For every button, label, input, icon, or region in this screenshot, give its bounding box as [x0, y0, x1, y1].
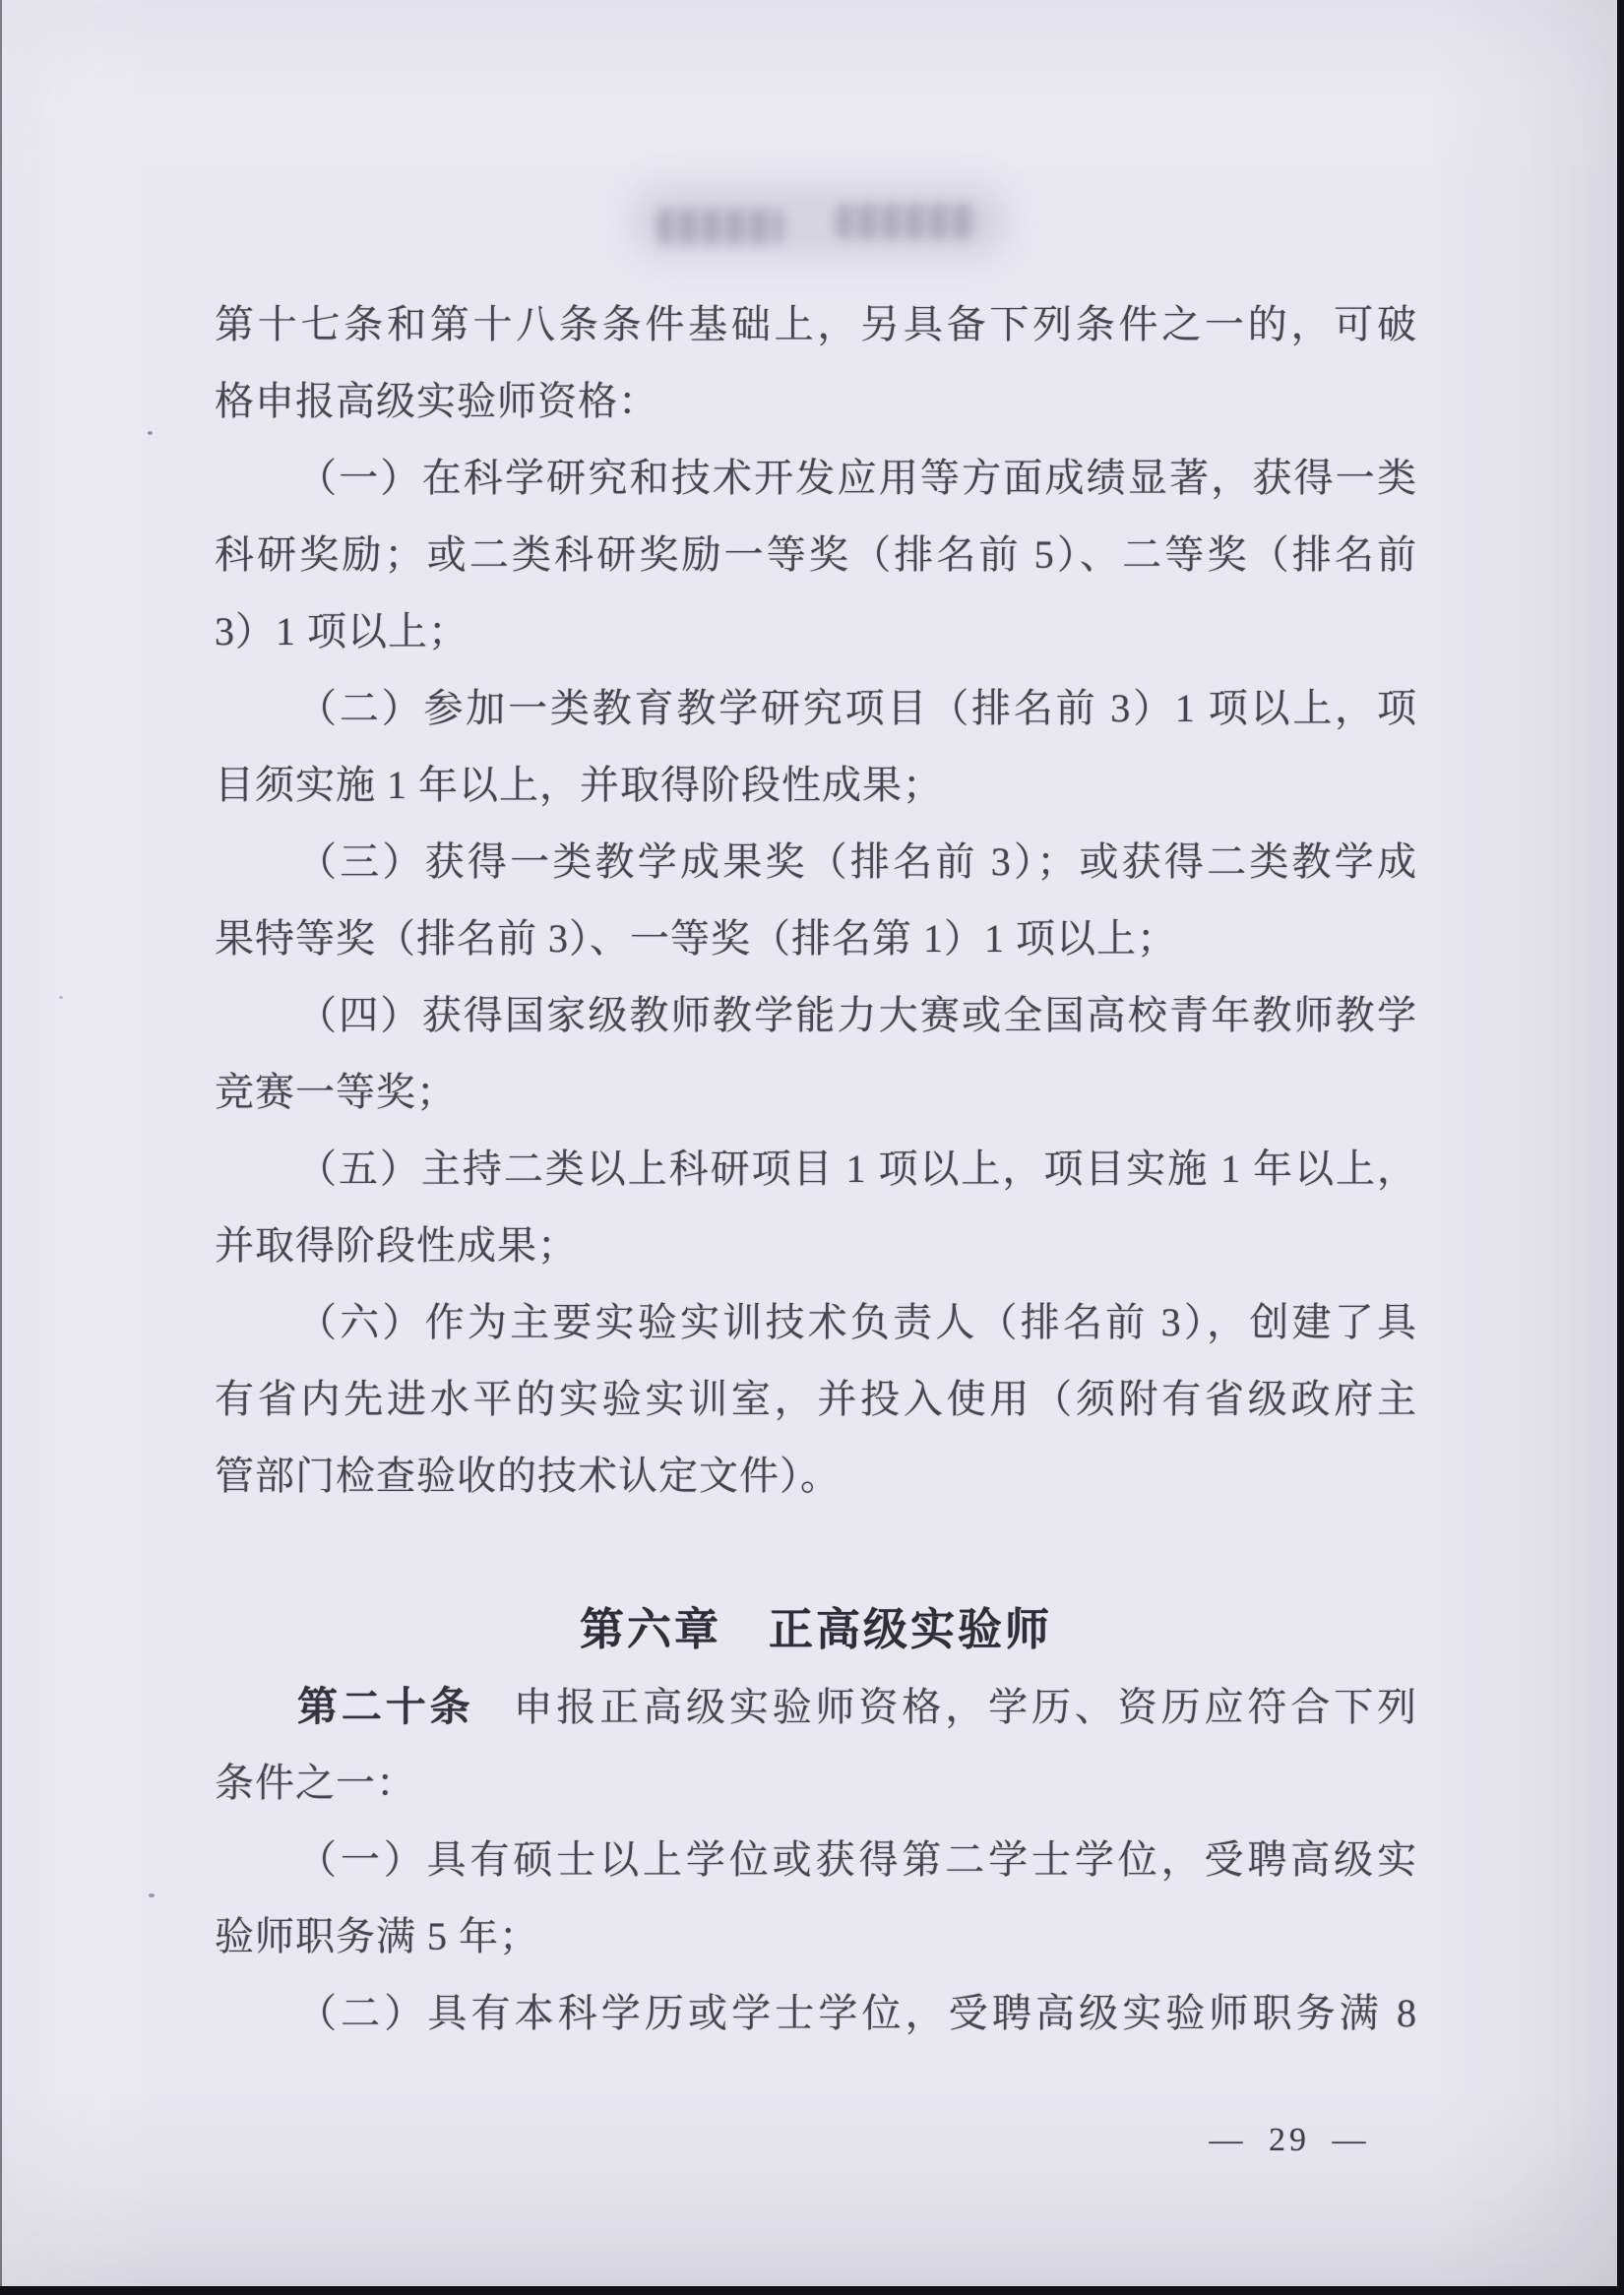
text-line: 格申报高级实验师资格：: [215, 379, 658, 423]
text-line: 果特等奖（排名前 3）、一等奖（排名第 1）1 项以上；: [215, 916, 1177, 961]
text-line: [215, 1668, 1417, 1745]
text-line: （二）参加一类教育教学研究项目（排名前 3）1 项以上，项: [297, 686, 1417, 730]
text-line: （三）获得一类教学成果奖（排名前 3）；或获得二类教学成: [297, 839, 1417, 884]
scan-edge-right: [1617, 0, 1624, 2295]
text-line: 有省内先进水平的实验实训室，并投入使用（须附有省级政府主: [215, 1377, 1417, 1421]
chapter-heading: 第六章 正高级实验师: [579, 1604, 1052, 1654]
article-number-label: 第二十条: [297, 1684, 474, 1729]
blank-line: [215, 1515, 1417, 1591]
page-number: — 29 —: [1209, 2122, 1370, 2158]
scan-edge-left: [0, 0, 2, 2295]
text-line: （六）作为主要实验实训技术负责人（排名前 3），创建了具: [297, 1300, 1417, 1344]
ink-bleed-smudge: [657, 209, 783, 244]
text-line: 管部门检查验收的技术认定文件）。: [215, 1454, 841, 1498]
text-line: （一）在科学研究和技术开发应用等方面成绩显著，获得一类: [297, 456, 1417, 500]
text-line: （一）具有硕士以上学位或获得第二学士学位，受聘高级实: [297, 1837, 1417, 1882]
text-line: 第十七条和第十八条条件基础上，另具备下列条件之一的，可破: [215, 302, 1417, 346]
text-line: （二）具有本科学历或学士学位，受聘高级实验师职务满 8: [297, 1991, 1417, 2035]
ink-bleed-smudge: [630, 185, 1009, 258]
document-text: [215, 286, 1417, 2052]
text-line: （五）主持二类以上科研项目 1 项以上，项目实施 1 年以上，: [297, 1147, 1417, 1191]
text-line: 目须实施 1 年以上，并取得阶段性成果；: [215, 763, 943, 807]
scan-edge-bottom: [0, 2286, 1624, 2295]
text-line: 3）1 项以上；: [215, 609, 468, 653]
scan-speck: [149, 1893, 155, 1897]
article-text: 申报正高级实验师资格，学历、资历应符合下列: [513, 1685, 1417, 1729]
text-line: 验师职务满 5 年；: [215, 1914, 539, 1958]
text-line: 条件之一：: [215, 1761, 416, 1805]
text-line: 并取得阶段性成果；: [215, 1223, 578, 1268]
text-line: （四）获得国家级教师教学能力大赛或全国高校青年教师教学: [297, 993, 1417, 1037]
scan-speck: [59, 996, 63, 999]
ink-bleed-smudge: [837, 204, 976, 239]
scan-speck: [148, 431, 153, 435]
text-line: 科研奖励；或二类科研奖励一等奖（排名前 5）、二等奖（排名前: [215, 532, 1417, 577]
text-line: 竞赛一等奖；: [215, 1070, 457, 1114]
